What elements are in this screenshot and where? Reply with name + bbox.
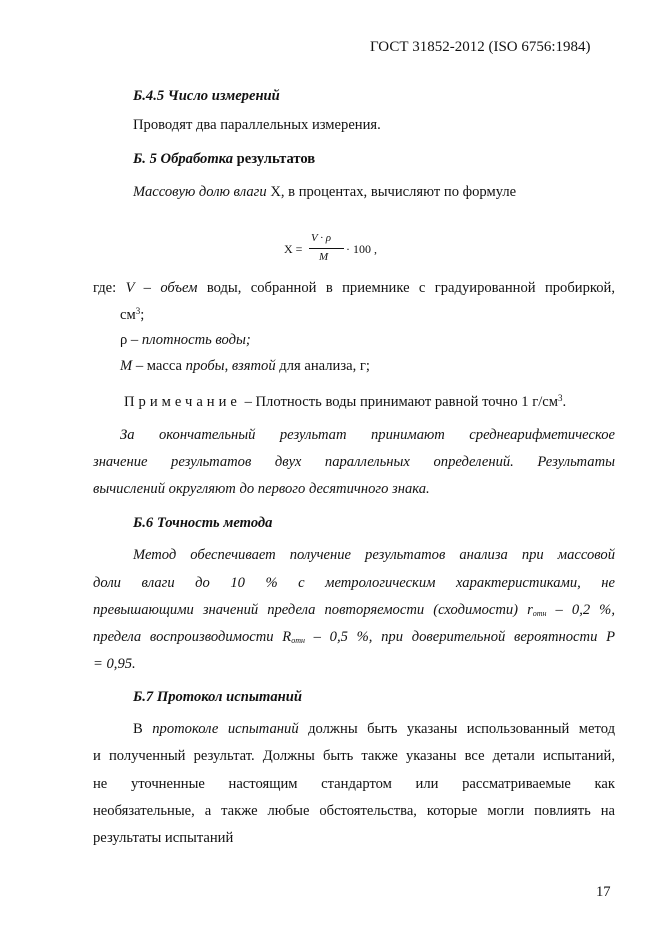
formula-numerator: V · ρ (311, 232, 332, 244)
b6-line-1: Метод обеспечивает получение результатов анализа при массовой (133, 547, 615, 563)
b7-line-1-b: должны быть указаны использованный метод (298, 721, 616, 737)
b5-intro-rest: X, в процентах, вычисляют по формуле (266, 184, 517, 200)
var-rho-line (120, 331, 251, 349)
b6-line-4-a: предела воспроизводимости R (93, 629, 292, 645)
note-sup: 3 (558, 393, 563, 403)
var-m-line (120, 357, 370, 375)
b7-line-5: результаты испытаний (93, 830, 234, 846)
var-m-italic-1: пробы (185, 358, 225, 374)
where-label: где: (93, 280, 117, 296)
b5-title-rest: результатов (236, 151, 316, 167)
var-v-italic: объем (160, 280, 198, 296)
b6-line-4-sub: отн (291, 636, 305, 645)
b6-line-4-b: – 0,5 %, при доверительной вероятности P (304, 629, 615, 645)
var-m-text: для анализа, г; (275, 358, 370, 374)
var-rho-text: плотность воды; (141, 332, 251, 348)
b6-line-2: доли влаги до 10 % с метрологическим характеристиками, не (93, 575, 615, 591)
b5-title-italic: Обработка (160, 151, 234, 167)
b5-title-num: Б. 5 (133, 151, 157, 167)
b5-intro-italic: Массовую долю влаги (133, 184, 267, 200)
var-m-dash: – масса (132, 358, 186, 374)
result-para-line-1: За окончательный результат принимают среднеарифметическое (120, 427, 615, 443)
b6-line-4 (93, 628, 615, 646)
result-para-line-2: значение результатов двух параллельных определений. Результаты (93, 454, 615, 470)
var-m-symbol: M (120, 358, 133, 374)
note-label: Примечание (124, 394, 241, 410)
b6-line-3 (93, 601, 615, 619)
var-v-unit-end: ; (140, 307, 145, 323)
page-number: 17 (596, 884, 611, 900)
var-v-unit-sup: 3 (135, 306, 141, 316)
b6-line-3-b: – 0,2 %, (546, 602, 615, 618)
b7-line-1 (133, 720, 615, 738)
section-b5-title (133, 150, 315, 168)
note-end: . (562, 394, 567, 410)
section-b45-text: Проводят два параллельных измерения. (133, 117, 381, 133)
var-m-italic-2: взятой (231, 358, 276, 374)
var-m-comma: , (224, 358, 232, 374)
section-b6-title: Б.6 Точность метода (133, 515, 273, 531)
formula-fraction-bar (309, 248, 344, 249)
b7-line-3: не уточненные настоящим стандартом или рассматриваемые как (93, 776, 615, 792)
b5-intro (133, 183, 516, 201)
var-v-unit (120, 306, 144, 324)
standard-header: ГОСТ 31852-2012 (ISO 6756:1984) (370, 39, 591, 55)
note-text: – Плотность воды принимают равной точно 1 г/см (240, 394, 559, 410)
b7-line-4: необязательные, а также любые обстоятельства, которые могли повлиять на (93, 803, 615, 819)
section-b7-title: Б.7 Протокол испытаний (133, 689, 302, 705)
b7-line-1-italic: протоколе испытаний (152, 721, 299, 737)
var-v-text: воды, собранной в приемнике с градуированной пробиркой, (206, 280, 615, 296)
var-v-line (93, 279, 615, 297)
var-v-unit-text: см (120, 307, 136, 323)
b6-line-3-a: превышающими значений предела повторяемости (сходимости) r (93, 602, 533, 618)
var-rho-symbol: ρ – (120, 332, 139, 348)
var-v-symbol: V – (125, 280, 151, 296)
b7-line-2: и полученный результат. Должны быть также указаны все детали испытаний, (93, 748, 615, 764)
formula-denominator: M (319, 251, 329, 263)
section-b45-title: Б.4.5 Число измерений (133, 88, 280, 104)
b6-line-3-sub: отн (532, 609, 547, 618)
note-line (124, 393, 566, 411)
b6-line-5: = 0,95. (93, 656, 136, 672)
result-para-line-3: вычислений округляют до первого десятичного знака. (93, 481, 430, 497)
formula-lhs: X = (284, 242, 303, 256)
formula-factor: · 100 , (346, 242, 377, 256)
b7-line-1-a: В (133, 721, 153, 737)
